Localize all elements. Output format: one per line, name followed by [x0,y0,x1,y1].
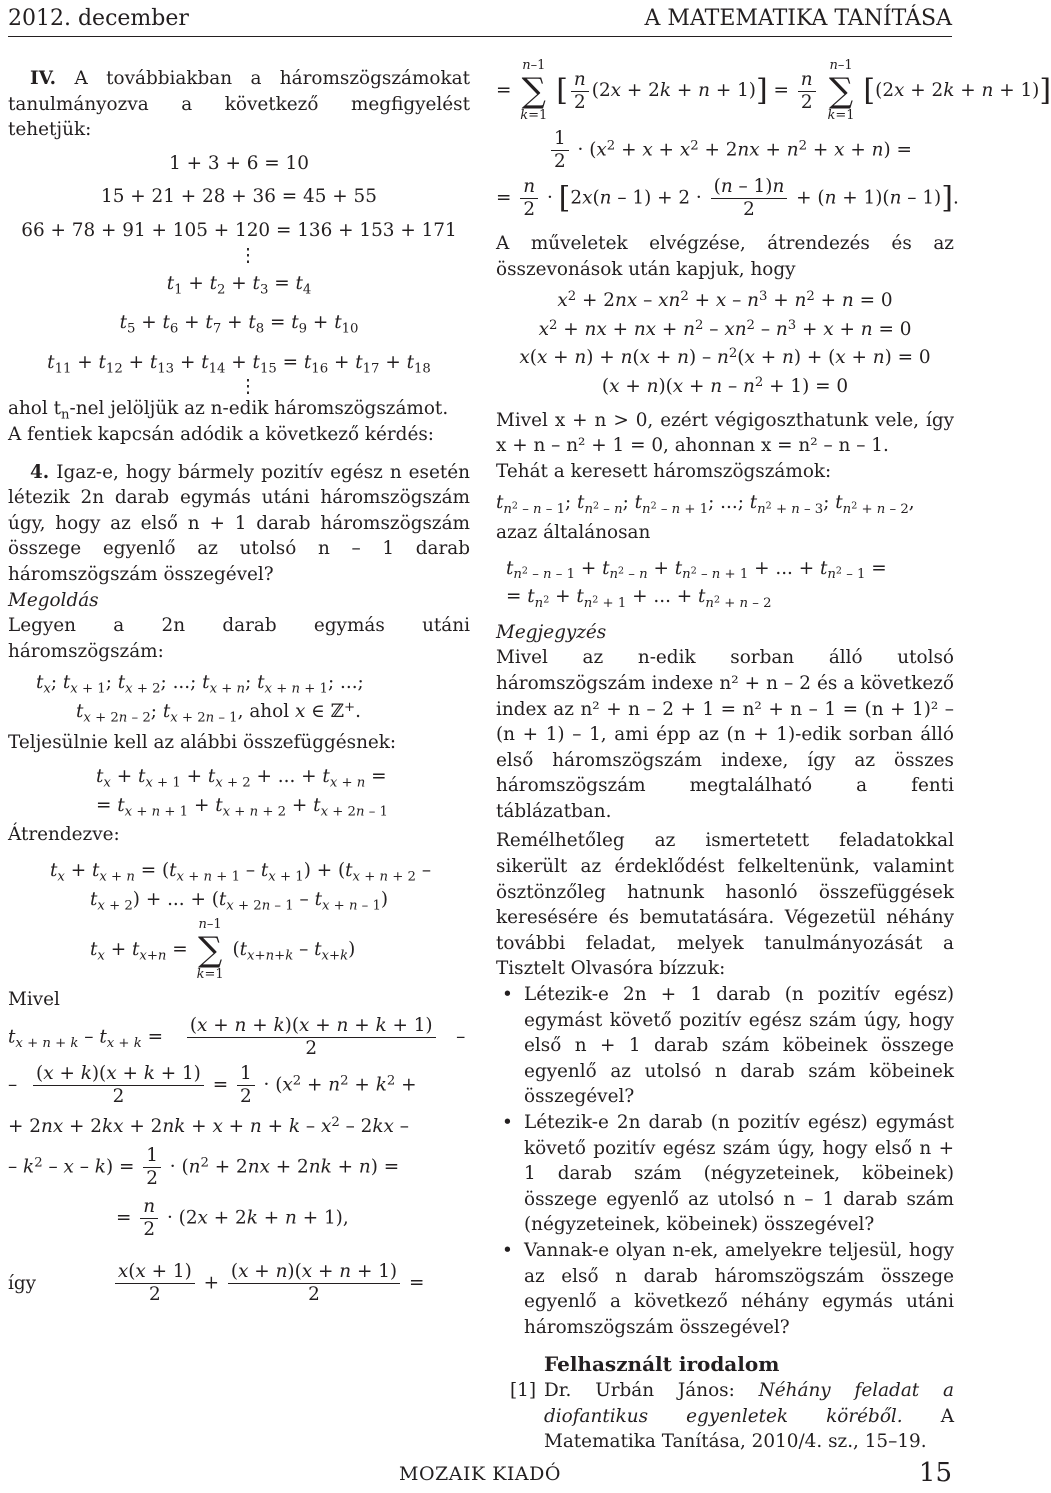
reference-item [496,1378,954,1455]
exercise-item: • Létezik-e 2n + 1 darab (n pozitív egész) egymást követő pozitív egész szám úgy, hogy első n + 1 darab szám köbeinek összege egyenlő az utolsó n darab szám köbeinek összegével? [496,982,954,1110]
difference-line-3: + $2nx + 2kx + 2nk + x + n + k - x^2 - 2kx$ – [8,1114,409,1137]
remark-paragraph: Mivel az n-edik sorban álló utolsó háromszögszám indexe n² + n – 2 és a következő index az n² + n – 2 + 1 = n² + n – 1 = (n + 1)² – (n + 1) – 1, ami épp az (n + 1)-edik sorban álló első háromszögszám indexe, így az összes háromszögszám megtalálható a fenti táblázatban. [496,647,954,822]
question-text: Igaz-e, hogy bármely pozitív egész n esetén létezik 2n darab egymás utáni háromszögszám úgy, hogy az első n + 1 darab háromszögszám összege egyenlő az utolsó n – 1 darab háromszögszám összegével? [8,461,470,585]
algebra-line-4: $(x + n)(x + n - n^2 + 1) = 0$ [601,375,849,397]
where-word: ahol [249,700,290,722]
question-number: 4. [30,461,50,483]
intro-paragraph [8,66,470,143]
general-line-1: $t_{n^2 - n - 1} + t_{n^2 - n} + t_{n^2 - n + 1}$ + ... + $t_{n^2 - 1}$ = [506,557,887,583]
reference-number: [1] [510,1379,537,1401]
rearranged-line-1: $t_x + t_{x + n} = (t_{x + n + 1} - t_{x + 1}) + (t_{x + n + 2}$ – [50,859,432,885]
notation-rest: -nel jelöljük az n-edik háromszögszámot. [69,398,449,420]
triangular-row-1: $t_1 + t_2 + t_3 = t_4$ [166,272,312,298]
since-label: Mivel [8,989,60,1011]
fraction-n-half: $\frac{n}{2}$ [140,1196,158,1241]
reference-author: Dr. Urbán János: [544,1379,735,1401]
references-heading: Felhasznált irodalom [544,1352,780,1377]
since-paragraph: Mivel x + n > 0, ezért végigoszthatunk vele, így x + n – n² + 1 = 0, ahonnan x = n² – n – 1. [496,409,954,457]
sum-symbol-3: n–1 ∑ k=1 [827,58,855,123]
condition-line-1: $t_x + t_{x + 1} + t_{x + 2}$ + ... + $t_{x + n}$ = [96,766,387,791]
notation-sub: n [61,407,70,423]
fraction-xn: $\frac{(x + n)(x + n + 1)}{2}$ [228,1261,400,1306]
reference-source: A Matematika Tanítása, 2010/4. sz., 15–19. [544,1405,954,1453]
fraction: $\frac{(x + n + k)(x + n + k + 1)}{2}$ [187,1015,436,1060]
identity-row-3: 66 + 78 + 91 + 105 + 120 = 136 + 153 + 171 [21,219,457,241]
journal-title: A MATEMATIKA TANÍTÁSA [644,6,952,31]
fraction-n-half-3: $\frac{n}{2}$ [798,69,816,114]
sum-identity: $t_x + t_{x+n}$ = n–1 ∑ k=1 $(t_{x+n+k} - t_{x+k})$ [90,917,356,983]
reference-title: Néhány feladat a diofantikus egyenletek köréből. [544,1379,954,1427]
identity-row-1: 1 + 3 + 6 = 10 [169,152,309,174]
fraction-half-3: $\frac{1}{2}$ [551,128,569,173]
let-paragraph: Legyen a 2n darab egymás utáni háromszögszám: [8,615,470,662]
triangular-list: $t_{n^2 - n - 1}$; $t_{n^2 - n}$; $t_{n^2 - n + 1}$; ...; $t_{n^2 + n - 3}$; $t_{n^2 + n - 2}$, [496,492,915,517]
sum-expansion: = n–1 ∑ k=1 [ $\frac{n}{2}$ (2x + 2k + n + 1)] = $\frac{n}{2}$ n–1 ∑ k=1 [(2x + 2k + n + 1)] [496,58,1051,123]
header-rule [8,36,952,37]
thus-label: így [8,1272,37,1294]
fraction-nn: $\frac{(n - 1)n}{2}$ [711,176,788,221]
fraction-n-half-4: $\frac{n}{2}$ [520,176,538,221]
fraction-half-2: $\frac{1}{2}$ [143,1145,161,1190]
condition-line-2: = $t_{x + n + 1} + t_{x + n + 2} + t_{x + 2n - 1}$ [96,794,388,820]
question-paragraph [8,460,470,588]
fraction-half: $\frac{1}{2}$ [237,1063,255,1108]
exercise-item: • Létezik-e 2n darab (n pozitív egész) egymást követő pozitív egész szám úgy, hogy első n + 1 darab szám (négyzeteinek, köbeinek) összege egyenlő az utolsó n – 1 darab szám (négyzeteinek, köbeinek) összegével? [496,1110,954,1238]
in-general-label: azaz általánosan [496,521,651,543]
condition-lead: Teljesülnie kell az alábbi összefüggésnek: [8,732,397,754]
expansion-line-3: = $\frac{n}{2}$ · [2x(n – 1) + 2 · $\frac{(n - 1)n}{2}$ + (n + 1)(n – 1)]. [496,176,959,220]
notation-paragraph [8,396,470,422]
thus-line: így $\frac{x(x + 1)}{2}$ + $\frac{(x + n)(x + n + 1)}{2}$ = [8,1261,425,1306]
therefore-paragraph: Tehát a keresett háromszögszámok: [496,460,832,482]
notation-text: ahol t [8,398,61,420]
rearranged-line-2: $t_{x + 2}$) + ... + $(t_{x + 2n - 1} - t_{x + n - 1})$ [90,889,389,915]
difference-line-5: = $\frac{n}{2}$ · (2x + 2k + n + 1), [116,1196,349,1241]
section-number: IV. [30,68,57,89]
sum-symbol: n–1 ∑ k=1 [196,917,224,983]
sum-symbol-2: n–1 ∑ k=1 [520,58,548,123]
difference-line-4: – $k^2$ – x – k) = $\frac{1}{2}$ · $(n^2 + 2nx + 2nk + n)$ = [8,1145,400,1190]
intro-text: A továbbiakban a háromszögszámokat tanulmányozva a következő megfigyelést tehetjük: [8,68,470,141]
vertical-ellipsis-2: ⋮ [238,376,258,398]
issue-date: 2012. december [8,6,189,31]
triangular-row-3: $t_{11} + t_{12} + t_{13} + t_{14} + t_{15} = t_{16} + t_{17} + t_{18}$ [47,351,431,377]
question-lead: A fentiek kapcsán adódik a következő kérdés: [8,423,434,445]
algebra-line-1: $x^2 + 2nx - xn^2 + x - n^3 + n^2 + n = 0$ [557,289,893,312]
fraction-x: $\frac{x(x + 1)}{2}$ [115,1261,195,1306]
difference-line-2: – $\frac{(x + k)(x + k + 1)}{2}$ = $\frac{1}{2}$ · ($x^2 + n^2 + k^2$ + [8,1062,417,1107]
fraction-n-half-2: $\frac{n}{2}$ [571,69,589,114]
page-number: 15 [918,1458,952,1488]
vertical-ellipsis: ⋮ [238,244,258,266]
sequence-line-2: $t_{x + 2n - 2}$; $t_{x + 2n - 1}$, ahol x ∈ ℤ+. [76,699,361,726]
expansion-line-2: $\frac{1}{2}$ · $(x^2 + x + x^2 + 2nx + n^2 + x + n)$ = [548,128,954,173]
exercise-list [496,982,954,1340]
right-column [496,58,1051,1455]
left-column [8,66,470,1309]
algebra-line-2: $x^2$ + nx + nx + $n^2 - xn^2 - n^3 + x + n = 0$ [538,317,912,340]
publisher-name: MOZAIK KIADÓ [399,1463,561,1485]
closing-paragraph: Remélhetőleg az ismertetett feladatokkal sikerült az érdeklődést felkeltenünk, valamint ösztönzőleg hatnunk hasonló összefüggések keresésére és bemutatására. Végezetül néhány további feladat, melyek tanulmányozását a Tisztelt Olvasóra bízzuk: [496,830,954,980]
sequence-line-1: $t_x$; $t_{x + 1}$; $t_{x + 2}$; ...; $t_{x + n}$; $t_{x + n + 1}$; ...; [36,672,364,697]
fraction-2: $\frac{(x + k)(x + k + 1)}{2}$ [33,1063,204,1108]
algebra-line-3: $x(x + n) + n(x + n) - n^2(x + n) + (x + n) = 0$ [519,346,931,369]
operations-paragraph: A műveletek elvégzése, átrendezés és az összevonások után kapjuk, hogy [496,233,954,280]
difference-line-1: $t_{x + n + k} - t_{x + k}$ = $\frac{(x + n + k)(x + n + k + 1)}{2}$ – [8,1014,466,1059]
remark-heading: Megjegyzés [496,621,607,643]
triangular-row-2: $t_5 + t_6 + t_7 + t_8 = t_9 + t_{10}$ [119,312,359,337]
rearranged-label: Átrendezve: [8,824,120,846]
page-header [0,0,960,40]
solution-heading: Megoldás [8,589,99,611]
identity-row-2: 15 + 21 + 28 + 36 = 45 + 55 [101,186,377,208]
general-line-2: = $t_{n^2} + t_{n^2 + 1}$ + ... + $t_{n^2 + n - 2}$ [506,586,772,611]
exercise-item: • Vannak-e olyan n-ek, amelyekre teljesül, hogy az első n darab háromszögszám összege egyenlő a következő néhány egymás utáni háromszögszám összegével? [496,1238,954,1340]
